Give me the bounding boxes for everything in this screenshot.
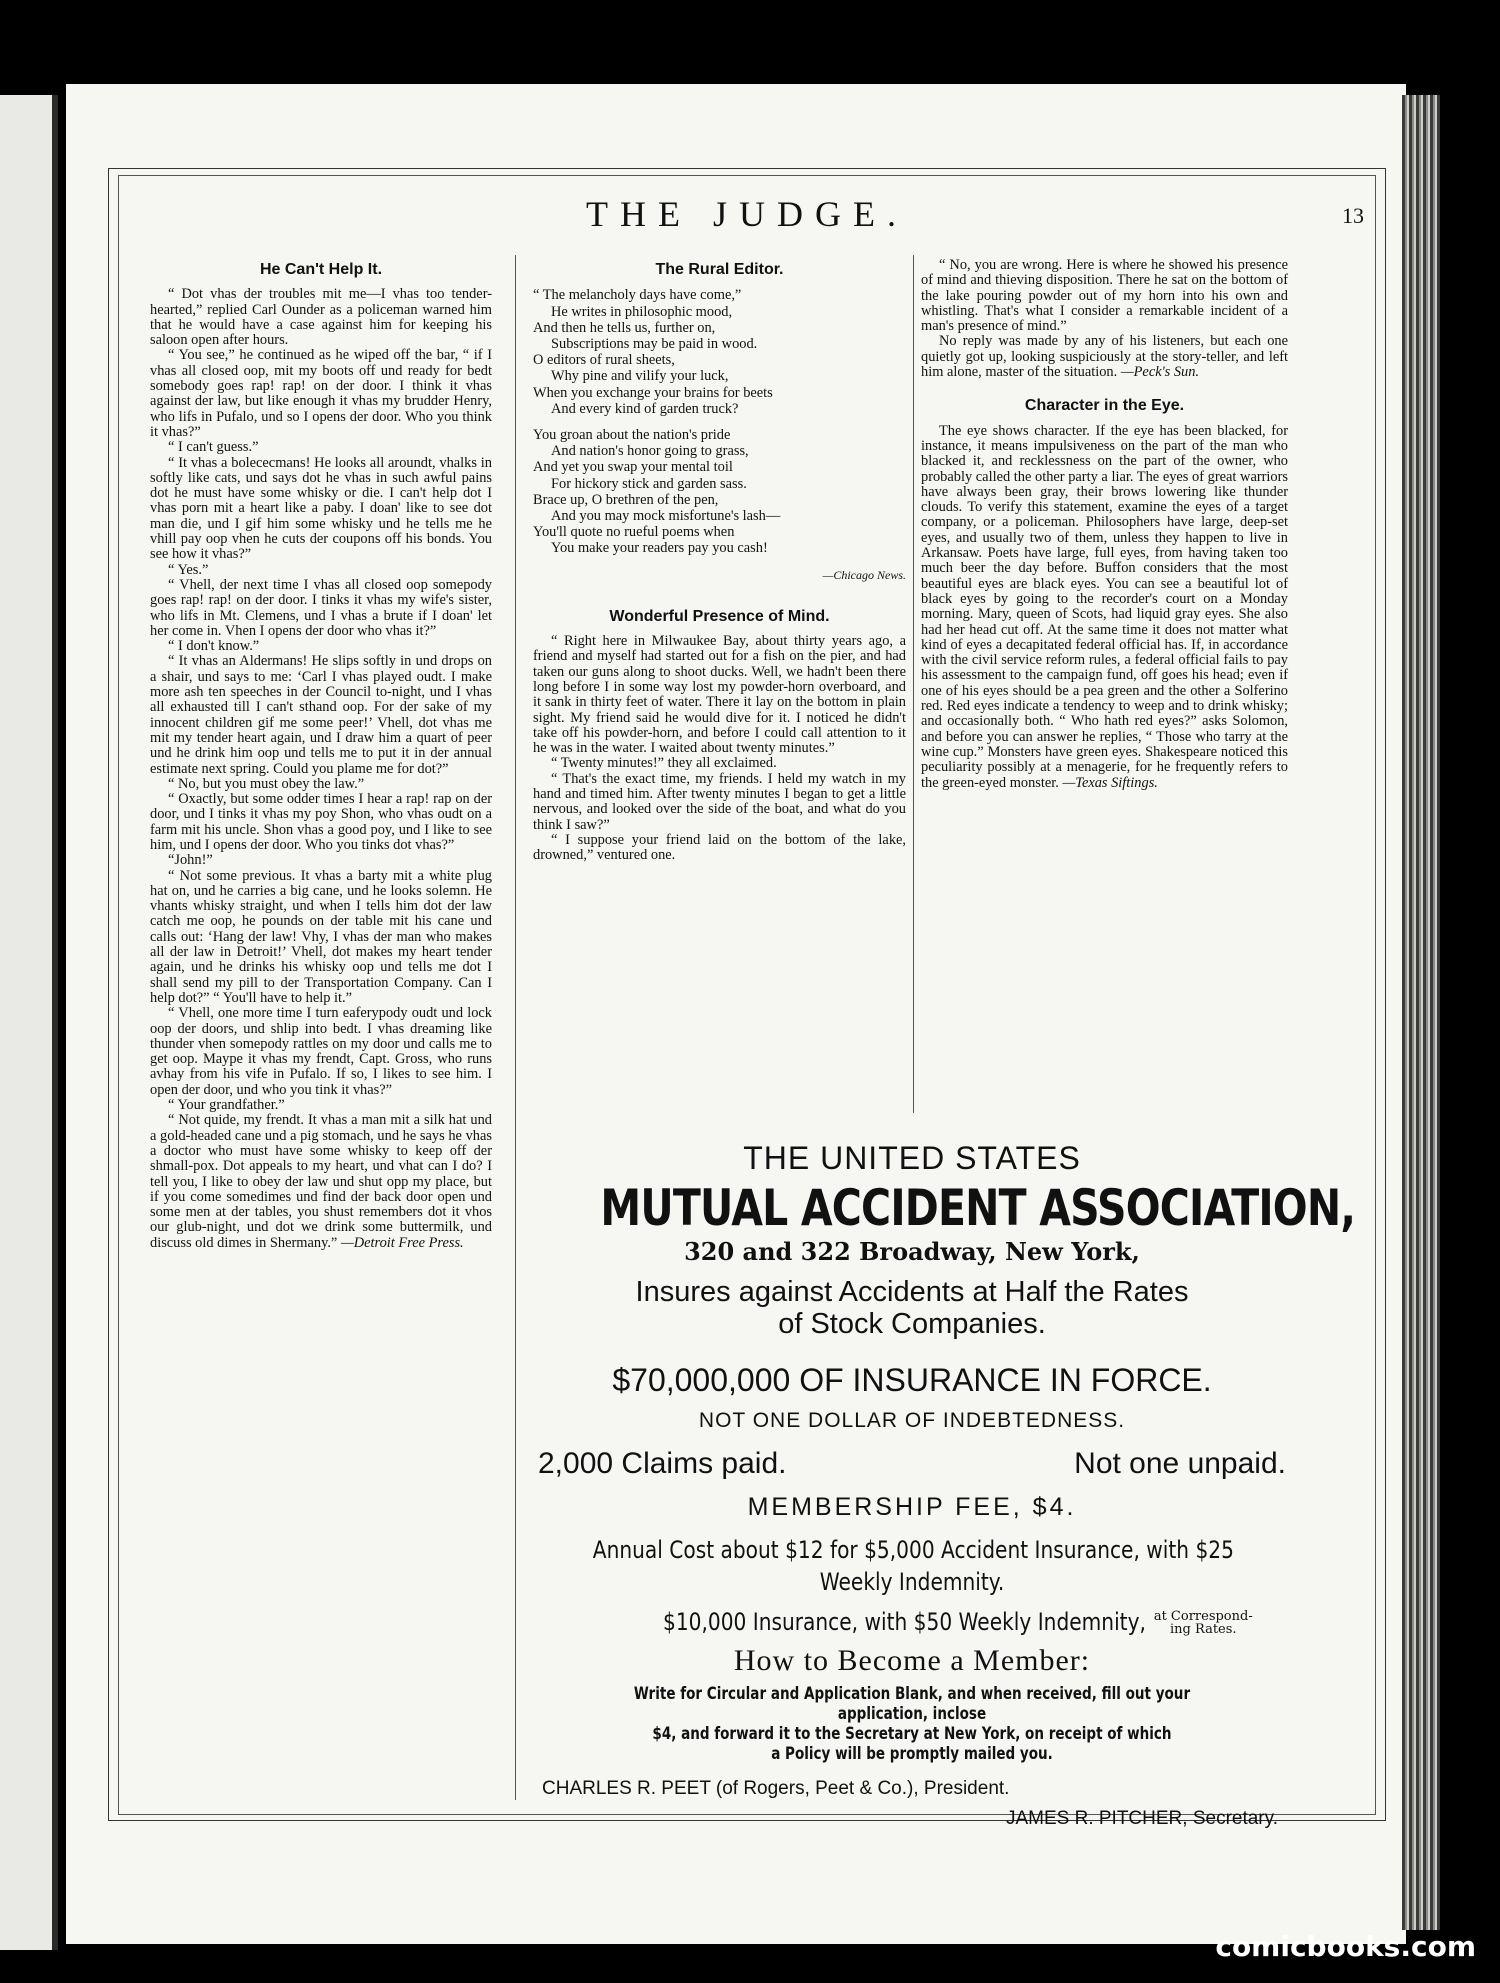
ad-line: NOT ONE DOLLAR OF INDEBTEDNESS. [698,1409,1126,1432]
ad-line-part: Weekly Indemnity. [819,1568,1005,1596]
paragraph-text: “ Right here in Milwaukee Bay, about thirty years ago, a friend and myself had started out for a fish on the pier, and had taken our guns along to shoot ducks. Well, we hadn't been there long before I in some way lost my powder-horn overboard, and it sank in thirty feet of water. There it lay on the bottom in plain sight. My friend said he would dive for it. I noticed he didn't take off his powder-horn, and before I could call attention to it he was in the water. I waited about twenty minutes.” [533,633,906,757]
ad-line: $70,000,000 OF INSURANCE IN FORCE. [612,1362,1212,1398]
ad-line-part: $10,000 Insurance, with $50 Weekly Indemnity, [663,1608,1147,1636]
column-1 [150,258,492,1251]
poem-line: For hickory stick and garden sass. [551,475,747,492]
article-credit: —Peck's Sun. [1120,364,1200,381]
paragraph [150,287,492,348]
paragraph-text: “ Yes.” [168,561,209,578]
paragraph [150,456,492,563]
paragraph [150,869,492,1007]
article-body [150,287,492,1251]
paragraph [150,1113,492,1251]
article-title: The Rural Editor. [655,261,784,278]
paragraph-text: “ Your grandfather.” [168,1097,285,1114]
article-credit: —Detroit Free Press. [340,1234,464,1251]
masthead [118,193,1376,235]
right-page-edge [1402,95,1440,1930]
article-body [921,424,1288,791]
poem-line: Subscriptions may be paid in wood. [551,335,758,352]
ad-membership-fee: MEMBERSHIP FEE, $4. [747,1493,1077,1521]
ad-line-part: a Policy will be promptly mailed you. [771,1744,1053,1763]
paragraph [150,853,492,868]
paragraph-text: The eye shows character. If the eye has been blacked, for instance, it means impulsiveness on the part of the man who blacked it, and recklessness on the part of the owner, who probably called the other party a liar. The eyes of great warriors have always been gray, their brows lowering like thunder clouds. To verify this statement, examine the eyes of a target company, or a policeman. Philosophers have large, deep-set eyes, and usually two of them, unless they happen to live in Arkansaw. Poets have large, full eyes, from having taken too much beer the day before. Buffon considers that the most beautiful eyes are black eyes. You can see a beautiful lot of black eyes by going to the recorder's court on a Monday morning. Mary, queen of Scots, had liquid gray eyes. She also had her head cut off. At the same time it does not matter what kind of eyes a decapitated federal official has. If, in accordance with the civil service reform rules, a federal official fails to pay his assessment to the campaign fund, off goes his head; even if one of his eyes should be a pea green and the other a Solferino red. Red eyes indicate a tendency to weep and to drink whisky; and occasionally both. “ Who hath red eyes?” asks Solomon, and before you can answer he replies, “ Those who tarry at the wine cup.” Monsters have green eyes. Shakespeare noticed this peculiarity possibly at a menagerie, for he frequently refers to the green-eyed monster. [921,422,1288,791]
ad-line [532,1447,1292,1481]
paragraph-text: “ It vhas a bolececmans! He looks all aroundt, vhalks in softly like cats, und says dot he vhas in such awful pains dot he must have some whisky or die. I can't help dot I vhas porn mit a heart like a paby. I doan' like to see dot man die, und I gif him some whisky und he tells me he vhill pay oop vhen he cuts der coupons off his bonds. You see how it vhas?” [150,454,492,563]
poem-line: And yet you swap your mental toil [533,459,733,476]
poem-stanza [533,287,906,417]
column-3 [921,258,1288,791]
ad-address: 320 and 322 Broadway, New York, [684,1237,1140,1266]
ad-small-note-part: ing Rates. [1170,1622,1237,1637]
paragraph-text: “ No, but you must obey the law.” [168,775,365,792]
paragraph-text: “ Vhell, der next time I vhas all closed oop somepody goes rap! rap! on der door. I tinks it vhas my wife's sister, who lifs in Mt. Clemens, und I vhas a brute if I doan' let her come in. Vhen I opens der door who vhas it?” [150,576,492,639]
article-body [533,634,906,863]
poem [533,287,906,556]
paragraph-text: “ It vhas an Aldermans! He slips softly in und drops on a shair, und says to me: ‘Carl I vhas played oudt. I make more ash ten speeches in der Council to-night, und I vhas all exhausted till I can't sthand oop. For der sake of my innocent children gif me some peer!’ Vhell, dot vhas me mit my tender heart again, und I draw him a quart of peer und he drink him oop und tells me to put it in der annual estimate next spring. Could you plame me for dot?” [150,653,492,777]
paragraph [150,348,492,440]
paragraph [150,777,492,792]
paragraph-text: “ Dot vhas der troubles mit me—I vhas too tender-hearted,” replied Carl Ounder as a policeman warned him that he would have a case against him for keeping his saloon open after hours. [150,286,492,349]
paragraph [150,563,492,578]
ad-subheading: How to Become a Member: [733,1644,1091,1677]
paragraph [533,634,906,756]
paragraph [921,334,1288,380]
paragraph [150,440,492,455]
ad-president: CHARLES R. PEET (of Rogers, Peet & Co.), President. [542,1778,1010,1799]
column-divider [913,255,914,1113]
poem-line: You'll quote no rueful poems when [533,524,735,541]
column-divider [515,255,516,1800]
poem-line: Brace up, O brethren of the pen, [533,491,719,508]
paragraph [533,756,906,771]
left-page-edge [0,95,58,1950]
poem-line: And then he tells us, further on, [533,319,716,336]
paragraph [150,578,492,639]
ad-line-part: Annual Cost about $12 for $5,000 Accident Insurance, with $25 [592,1536,1234,1564]
paragraph-text: “ I suppose your friend laid on the bottom of the lake, drowned,” ventured one. [533,831,906,864]
ad-line [592,1534,1234,1598]
poem-line: When you exchange your brains for beets [533,384,773,401]
paragraph [533,833,906,864]
paragraph-text: “ I can't guess.” [168,439,259,456]
ad-secretary: JAMES R. PITCHER, Secretary. [1005,1808,1278,1829]
paragraph-text: “ That's the exact time, my friends. I held my watch in my hand and timed him. After twenty minutes I began to get a little nervous, and looked over the side of the boat, and what do you think I saw?” [533,770,906,833]
paragraph-text: “ Not quide, my frendt. It vhas a man mit a silk hat und a gold-headed cane und a pig stomach, und he says he vhas a doctor who must have some whisky to keep off der shmall-pox. Dot appeals to my heart, und vhat can I do? I tell you, I like to obey der law und shut opp my place, but if you come somedimes und find der back door open und some men at der tables, you shust remembers dot it vhos our glub-night, und dot we drink some buttermilk, und discuss old dimes in Shermany.” [150,1112,492,1251]
ad-line: THE UNITED STATES [743,1140,1081,1176]
paragraph [150,654,492,776]
paragraph [921,424,1288,791]
article-body-continued [921,258,1288,380]
ad-headline: MUTUAL ACCIDENT ASSOCIATION, [600,1179,1356,1237]
paragraph-text: “ No, you are wrong. Here is where he showed his presence of mind and thieving disposition. There he sat on the bottom of the lake pouring powder out of my horn into his own and whistling. That's what I consider a remarkable incident of a man's presence of mind.” [921,257,1288,335]
paragraph [533,772,906,833]
ad-claims-paid: 2,000 Claims paid. [538,1447,787,1480]
paragraph-text: “ I don't know.” [168,638,260,655]
paragraph-text: “ Oxactly, but some odder times I hear a rap! rap on der door, und I tinks it vhas my poy Shon, who vhas oudt on a farm mit his uncle. Shon vhas a good poy, und I like to see him, und I opens der door. Who you tinks dot vhas?” [150,791,492,853]
paragraph-text: “ Vhell, one more time I turn eaferypody oudt und lock oop der doors, und shlip into bedt. I vhas dreaming like thunder vhen somepody rattles on my door und calls me to get oop. Maype it vhas my frendt, Capt. Gross, who runs avhay from his vife in Pufalo. If so, I likes to see him. I open der door, und who you tink it vhas?” [150,1005,492,1098]
poem-line: And every kind of garden truck? [551,400,739,417]
paragraph-text: “ Not some previous. It vhas a barty mit a white plug hat on, und he carries a big cane, und he looks solemn. He vhants whisky straight, und when I tells him dot der law catch me oop, he pounds on der table mit his cane und calls out: ‘Hang der law! Vhy, I vhas der man who makes all der law in Detroit!’ Vhell, dot makes my heart tender again, und he drinks his whisky oop und tells me dot I shall send my pill to der Transportation Company. Can I help dot?” “ You'll have to help it.” [150,867,492,1006]
poem-line: O editors of rural sheets, [533,352,675,369]
paragraph-text: “John!” [168,852,213,869]
ad-small-note [1154,1610,1253,1636]
poem-stanza [533,427,906,557]
poem-line: You groan about the nation's pride [533,426,731,443]
article-title: Character in the Eye. [1024,397,1185,415]
page-number: 13 [1342,203,1364,228]
poem-line: Why pine and vilify your luck, [551,368,729,385]
ad-line [532,1276,1292,1340]
article-credit: —Texas Siftings. [1062,774,1158,791]
paragraph-text: “ Twenty minutes!” they all exclaimed. [551,755,777,772]
ad-instructions [600,1684,1223,1764]
paragraph [150,639,492,654]
poem-line: And you may mock misfortune's lash— [551,507,781,524]
column-2 [533,258,906,864]
ad-line [532,1608,1292,1636]
ad-line-part: of Stock Companies. [778,1308,1046,1340]
ad-small-note-part: at Correspond- [1153,1609,1253,1624]
paragraph-text: “ You see,” he continued as he wiped off the bar, “ if I vhas all closed oop, mit my boots off und ready for bedt somebody goes rap! rap! on der door. I think it vhas against der law, but like enough it vhas my brudder Henry, who lifs in Pufalo, und so I opens der door. Who you think it vhas?” [150,347,492,440]
paragraph [150,1098,492,1113]
watermark: comicbooks.com [1215,1930,1476,1963]
poem-line: You make your readers pay you cash! [551,540,768,557]
paragraph [921,258,1288,334]
ad-line-part: Write for Circular and Application Blank, and when received, fill out your application, inclose [633,1684,1191,1723]
article-title: He Can't Help It. [259,261,383,278]
insurance-advertisement [532,1130,1356,1830]
ad-line-part: Insures against Accidents at Half the Rates [635,1276,1189,1308]
poem-line: “ The melancholy days have come,” [533,287,742,304]
poem-line: And nation's honor going to grass, [551,443,749,460]
ad-claims-unpaid: Not one unpaid. [1074,1447,1286,1480]
paragraph [150,792,492,853]
article-title: Wonderful Presence of Mind. [609,607,830,625]
article-credit: —Chicago News. [822,567,906,582]
masthead-title: THE JUDGE. [586,194,908,234]
poem-line: He writes in philosophic mood, [551,303,733,320]
paragraph-text: No reply was made by any of his listeners, but each one quietly got up, looking suspiciously at the story-teller, and left him alone, master of the situation. [921,333,1288,381]
paragraph [150,1006,492,1098]
ad-line-part: $4, and forward it to the Secretary at New York, on receipt of which [652,1724,1172,1743]
